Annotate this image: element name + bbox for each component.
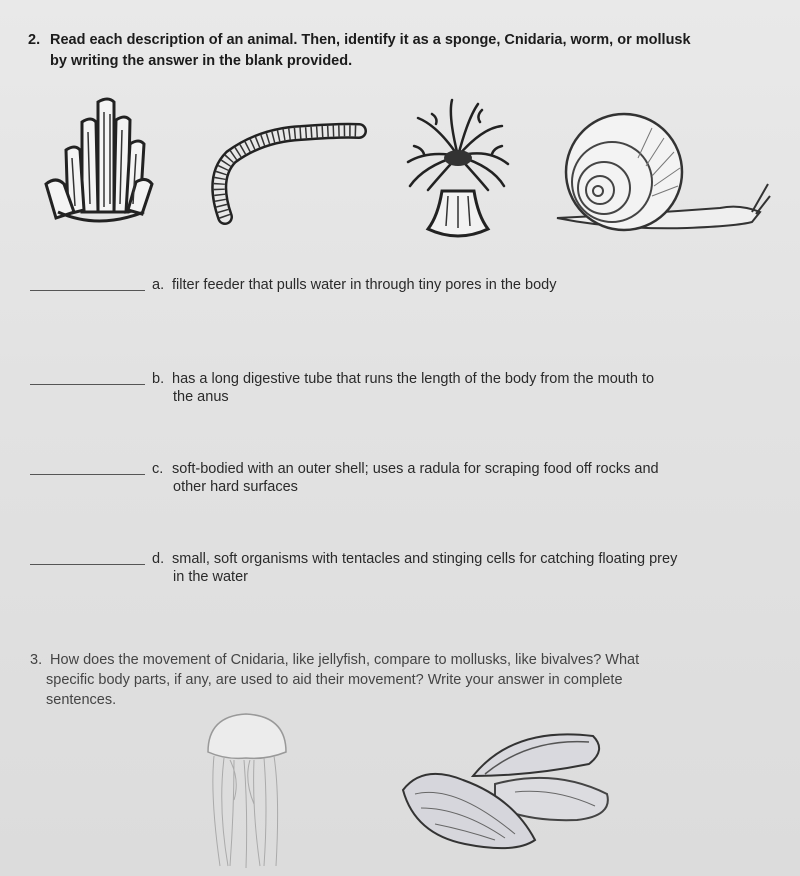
question-3-line-1: How does the movement of Cnidaria, like jellyfish, compare to mollusks, like bivalves? What	[50, 652, 640, 668]
worm-icon	[205, 112, 370, 227]
question-3-line-3: sentences.	[46, 692, 117, 708]
question-3	[30, 650, 770, 710]
item-text-line-2: the anus	[173, 389, 229, 405]
answer-blank-c[interactable]	[30, 466, 145, 475]
mussel-icon	[395, 728, 620, 858]
question-3-line-2: specific body parts, if any, are used to aid their movement? Write your answer in complete	[46, 672, 623, 688]
jellyfish-icon	[200, 712, 295, 872]
answer-blank-d[interactable]	[30, 556, 145, 565]
answer-blank-a[interactable]	[30, 282, 145, 291]
question-3-number: 3.	[30, 652, 43, 668]
item-text-line-2: in the water	[173, 569, 248, 585]
snail-icon	[552, 110, 777, 240]
item-letter: c.	[152, 461, 164, 477]
question-2-line-1: Read each description of an animal. Then, identify it as a sponge, Cnidaria, worm, or mollusk	[50, 32, 691, 48]
item-letter: d.	[152, 551, 165, 567]
item-text-line-1: soft-bodied with an outer shell; uses a radula for scraping food off rocks and	[172, 461, 659, 477]
sea-anemone-icon	[402, 96, 514, 244]
answer-blank-b[interactable]	[30, 376, 145, 385]
item-letter: b.	[152, 371, 165, 387]
item-letter: a.	[152, 277, 165, 293]
item-text-line-1: filter feeder that pulls water in through tiny pores in the body	[172, 277, 557, 293]
sponge-icon	[38, 92, 163, 232]
question-2-number: 2.	[28, 32, 41, 48]
item-text-line-1: has a long digestive tube that runs the length of the body from the mouth to	[172, 371, 655, 387]
question-2	[28, 30, 778, 72]
item-text-line-2: other hard surfaces	[173, 479, 298, 495]
item-text-line-1: small, soft organisms with tentacles and stinging cells for catching floating prey	[172, 551, 678, 567]
question-2-line-2: by writing the answer in the blank provided.	[50, 53, 353, 69]
